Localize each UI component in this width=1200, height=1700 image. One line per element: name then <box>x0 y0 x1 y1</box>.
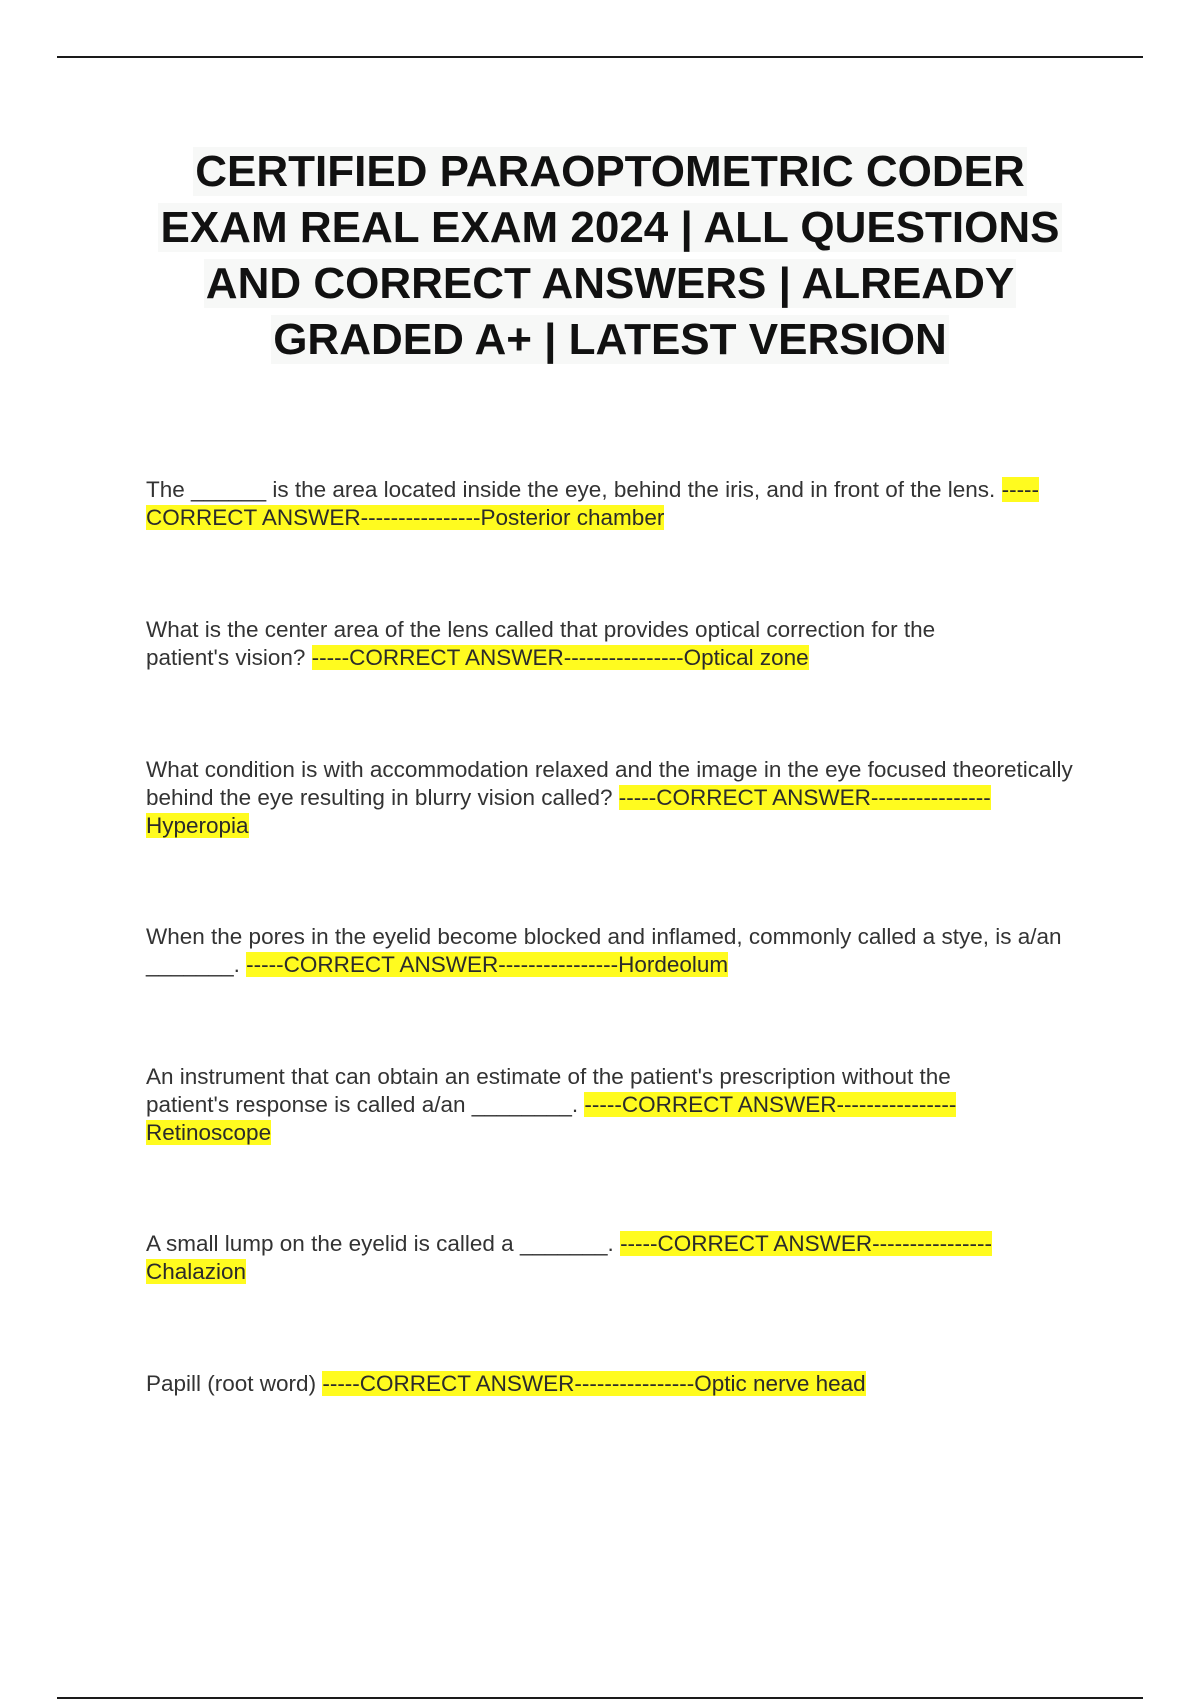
qa-item <box>146 1063 1026 1147</box>
answer-marker: -----CORRECT ANSWER---------------- <box>246 952 619 977</box>
document-title <box>140 144 1080 368</box>
answer-marker: -----CORRECT ANSWER---------------- <box>584 1092 957 1117</box>
qa-item <box>146 1230 1066 1286</box>
answer-marker: -----CORRECT ANSWER---------------- <box>620 1231 993 1256</box>
answer-highlight <box>312 645 809 670</box>
qa-item <box>146 616 1016 672</box>
bottom-rule <box>57 1697 1143 1699</box>
answer-highlight <box>246 952 728 977</box>
answer-text: Retinoscope <box>146 1120 272 1145</box>
answer-highlight <box>322 1371 865 1396</box>
answer-marker: -----CORRECT ANSWER---------------- <box>311 645 684 670</box>
question-text: Papill (root word) <box>146 1371 317 1396</box>
question-text: A small lump on the eyelid is called a _______. <box>146 1231 614 1256</box>
question-text: What is the center area of the lens called that provides optical correction for the patient's vision? <box>146 617 936 670</box>
answer-text: Posterior chamber <box>480 505 665 530</box>
title-block <box>140 144 1080 368</box>
answer-marker: -----CORRECT ANSWER---------------- <box>322 1371 695 1396</box>
qa-item <box>146 1370 1086 1398</box>
qa-item <box>146 756 1086 840</box>
question-text: The ______ is the area located inside the eye, behind the iris, and in front of the lens. <box>146 477 996 502</box>
answer-text: Optical zone <box>683 645 809 670</box>
qa-item <box>146 476 1086 532</box>
question-text: When the pores in the eyelid become blocked and inflamed, commonly called a stye, is a/an _______. <box>146 924 1062 977</box>
answer-text: Hordeolum <box>618 952 729 977</box>
qa-item <box>146 923 1086 979</box>
answer-marker: -----CORRECT ANSWER---------------- <box>618 785 991 810</box>
answer-marker: -----CORRECT ANSWER---------------- <box>146 477 1040 530</box>
document-title-text: CERTIFIED PARAOPTOMETRIC CODER EXAM REAL EXAM 2024 | ALL QUESTIONS AND CORRECT ANSWERS | ALREADY GRADED A+ | LATEST VERSION <box>160 147 1060 364</box>
answer-text: Optic nerve head <box>694 1371 866 1396</box>
answer-text: Chalazion <box>146 1259 247 1284</box>
answer-text: Hyperopia <box>146 813 249 838</box>
question-text: An instrument that can obtain an estimate of the patient's prescription without the patient's response is called a/an ________. <box>146 1064 951 1117</box>
question-text: What condition is with accommodation relaxed and the image in the eye focused theoretically behind the eye resulting in blurry vision called? <box>146 757 1073 810</box>
top-rule <box>57 56 1143 58</box>
